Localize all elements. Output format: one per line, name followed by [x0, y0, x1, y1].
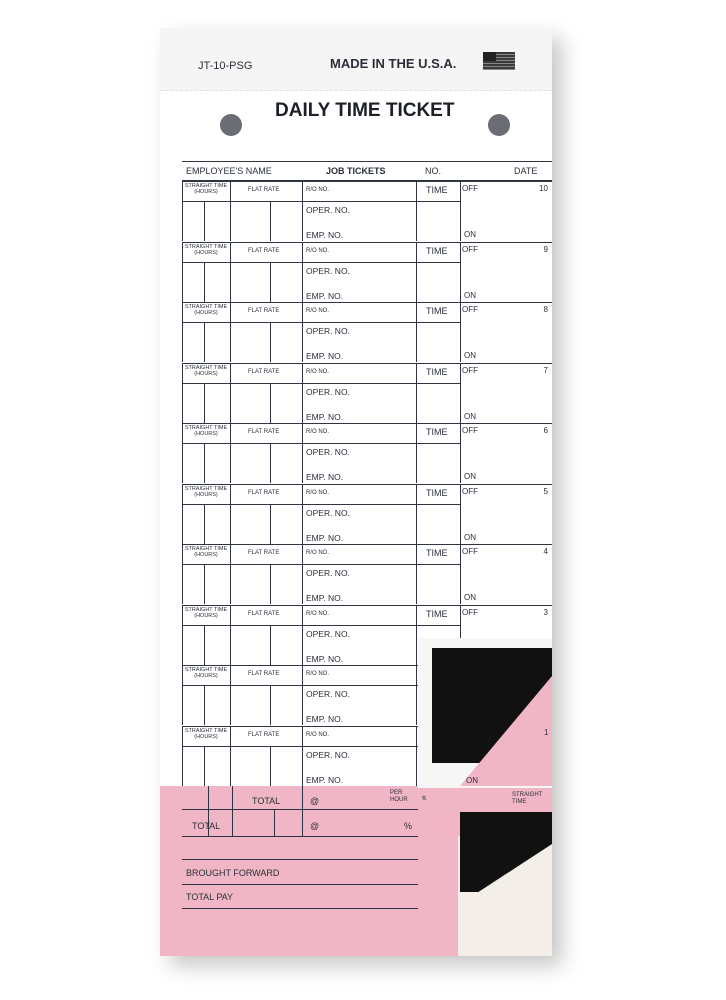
row-col-b [230, 242, 231, 302]
row-col-a [204, 443, 205, 483]
footer-col-4 [302, 786, 303, 836]
job-ticket-row [160, 242, 552, 302]
row-col-a [204, 625, 205, 665]
time-label: TIME [426, 608, 448, 619]
row-col-b [230, 665, 231, 725]
time-label: TIME [426, 487, 448, 498]
row-col-d [302, 363, 303, 423]
row-col-d [302, 181, 303, 241]
ro-no-label: R/O NO. [306, 247, 330, 254]
row-col-b [230, 181, 231, 241]
ro-no-label: R/O NO. [306, 550, 330, 556]
emp-no-label: EMP. NO. [306, 230, 344, 240]
straight-time-label: STRAIGHT TIME (HOURS) [184, 606, 228, 619]
emp-no-label: EMP. NO. [306, 532, 344, 543]
on-label: ON [464, 593, 476, 602]
job-ticket-row [160, 544, 552, 604]
daily-time-ticket [160, 28, 552, 956]
row-col-c [270, 322, 271, 362]
row-top-rule [182, 544, 552, 545]
straight-time-label: STRAIGHT TIME (HOURS) [184, 727, 228, 740]
off-label: OFF [462, 426, 478, 435]
row-col-b [230, 363, 231, 423]
row-col-f [460, 544, 461, 604]
time-label: TIME [426, 427, 448, 437]
punch-hole-right [488, 114, 510, 136]
footer-at-2: @ [310, 821, 320, 831]
ro-no-label: R/O NO. [306, 731, 330, 738]
oper-no-label: OPER. NO. [306, 749, 350, 760]
ro-no-label: R/O NO. [306, 610, 330, 617]
row-number: 3 [543, 607, 548, 617]
time-label: TIME [426, 366, 448, 377]
row-col-c [270, 262, 271, 302]
footer-col-3 [274, 809, 275, 836]
form-title: DAILY TIME TICKET [275, 100, 455, 121]
emp-no-label: EMP. NO. [306, 593, 344, 603]
row-top-rule [182, 242, 552, 243]
off-label: OFF [462, 486, 478, 496]
row-col-b [230, 423, 231, 483]
row-col-d [302, 423, 303, 483]
row-col-f [460, 484, 461, 544]
footer-total-2: TOTAL [192, 821, 221, 831]
row-number: 4 [543, 547, 548, 556]
total-pay-label: TOTAL PAY [186, 892, 234, 902]
made-in-usa: MADE IN THE U.S.A. [330, 56, 457, 71]
oper-no-label: OPER. NO. [306, 386, 350, 397]
oper-no-label: OPER. NO. [306, 628, 350, 639]
on-label: ON [464, 230, 476, 239]
row-mid-rule [182, 564, 460, 565]
row-col-e [416, 605, 417, 665]
row-col-a [204, 201, 205, 241]
row-number: 7 [543, 365, 548, 375]
no-label: NO. [425, 166, 442, 176]
footer-rule-4 [182, 884, 422, 885]
row-col-c [270, 625, 271, 665]
row-top-rule [182, 302, 552, 303]
off-label: OFF [462, 244, 478, 254]
off-label: OFF [462, 547, 478, 556]
row-col-c [270, 564, 271, 604]
straight-time-label: STRAIGHT TIME (HOURS) [184, 243, 228, 256]
row-col-a [204, 322, 205, 362]
row-mid-rule [182, 504, 460, 505]
straight-time-label: STRAIGHT TIME (HOURS) [184, 425, 228, 437]
date-label: DATE [514, 166, 538, 176]
row-col-e [416, 242, 417, 302]
row-col-e [416, 423, 417, 483]
oper-no-label: OPER. NO. [306, 205, 350, 215]
oper-no-label: OPER. NO. [306, 507, 350, 518]
on-label: ON [464, 532, 476, 542]
emp-no-label: EMP. NO. [306, 411, 344, 422]
row-col-b [230, 302, 231, 362]
straight-time-label: STRAIGHT TIME (HOURS) [184, 485, 228, 498]
row-col-e [416, 302, 417, 362]
emp-no-label: EMP. NO. [306, 290, 344, 301]
flat-rate-label: FLAT RATE [248, 610, 280, 617]
row-col-a [204, 504, 205, 544]
footer-percent: % [404, 821, 413, 831]
footer-col-2 [232, 786, 233, 836]
row-col-b [230, 726, 231, 786]
oper-no-label: OPER. NO. [306, 447, 350, 457]
row-col-e [416, 665, 417, 725]
footer-rule-5 [182, 908, 422, 909]
row-top-rule [182, 484, 552, 485]
flat-rate-label: FLAT RATE [248, 671, 280, 677]
ro-no-label: R/O NO. [306, 489, 330, 496]
footer-rule-2 [182, 836, 422, 837]
row-mid-rule [182, 685, 418, 686]
ro-no-label: R/O NO. [306, 187, 330, 193]
emp-no-label: EMP. NO. [306, 653, 344, 664]
off-label: OFF [462, 305, 478, 314]
time-label: TIME [426, 245, 448, 256]
row-number: 10 [539, 184, 548, 193]
flat-rate-label: FLAT RATE [248, 731, 280, 738]
row-number: 9 [543, 244, 548, 254]
ro-no-label: R/O NO. [306, 671, 330, 677]
row-col-d [302, 302, 303, 362]
row-mid-rule [182, 443, 460, 444]
row-col-c [270, 383, 271, 423]
row-col-b [230, 544, 231, 604]
footer-rule-3 [182, 859, 422, 860]
footer-total-1: TOTAL [252, 796, 281, 806]
on-label-bottom: ON [466, 776, 478, 785]
row-col-f [460, 181, 461, 241]
straight-time-label-corner: STRAIGHT TIME [512, 792, 543, 805]
row-col-b [230, 605, 231, 665]
on-label: ON [464, 472, 476, 481]
ro-no-label: R/O NO. [306, 308, 330, 314]
job-ticket-row [160, 423, 552, 483]
row-col-e [416, 544, 417, 604]
row-col-e [416, 363, 417, 423]
row-col-f [460, 302, 461, 362]
row-col-d [302, 605, 303, 665]
form-code: JT-10-PSG [198, 60, 253, 72]
row-col-f [460, 242, 461, 302]
oper-no-label: OPER. NO. [306, 568, 350, 578]
row-col-f [460, 363, 461, 423]
footer-at-1: @ [310, 796, 320, 806]
emp-no-label: EMP. NO. [306, 714, 344, 724]
row-col-f [460, 423, 461, 483]
brought-forward-label: BROUGHT FORWARD [186, 868, 280, 878]
row-mid-rule [182, 625, 460, 626]
row-mid-rule [182, 383, 460, 384]
row-col-c [270, 504, 271, 544]
row-col-c [270, 201, 271, 241]
row-col-d [302, 665, 303, 725]
row-col-a [204, 262, 205, 302]
oper-no-label: OPER. NO. [306, 689, 350, 699]
footer-per-hour: PER HOUR [390, 790, 408, 803]
row-col-a [204, 746, 205, 786]
emp-no-label: EMP. NO. [306, 472, 344, 482]
time-label: TIME [426, 548, 448, 558]
off-label: OFF [462, 365, 478, 375]
header-top-rule [182, 161, 552, 162]
row-number: 6 [543, 426, 548, 435]
flat-rate-label: FLAT RATE [248, 368, 280, 375]
row-mid-rule [182, 262, 460, 263]
row-top-rule [182, 605, 552, 606]
straight-time-label: STRAIGHT TIME (HOURS) [184, 667, 228, 679]
emp-no-label: EMP. NO. [306, 351, 344, 361]
row-col-e [416, 181, 417, 241]
row-top-rule [182, 363, 552, 364]
row-col-d [302, 544, 303, 604]
emp-no-label: EMP. NO. [306, 774, 344, 785]
oper-no-label: OPER. NO. [306, 265, 350, 276]
row-number: 8 [543, 305, 548, 314]
punch-hole-left [220, 114, 242, 136]
row-col-a [204, 383, 205, 423]
row-col-a [204, 564, 205, 604]
off-label: OFF [462, 184, 478, 193]
straight-time-label: STRAIGHT TIME (HOURS) [184, 364, 228, 377]
ro-no-label: R/O NO. [306, 429, 330, 435]
straight-time-label: STRAIGHT TIME (HOURS) [184, 546, 228, 558]
row-col-d [302, 242, 303, 302]
on-label: ON [464, 351, 476, 360]
row-number-bottom: 1 [544, 728, 549, 737]
job-ticket-row [160, 302, 552, 362]
us-flag-icon [483, 52, 515, 70]
flat-rate-label: FLAT RATE [248, 308, 280, 314]
row-number: 5 [543, 486, 548, 496]
flat-rate-label: FLAT RATE [248, 550, 280, 556]
row-col-a [204, 685, 205, 725]
row-top-rule [182, 181, 552, 182]
job-ticket-row [160, 484, 552, 544]
flat-rate-label: FLAT RATE [248, 429, 280, 435]
employee-name-label: EMPLOYEE'S NAME [186, 166, 272, 176]
row-col-c [270, 443, 271, 483]
row-mid-rule [182, 322, 460, 323]
row-col-d [302, 726, 303, 786]
straight-time-label: STRAIGHT TIME (HOURS) [184, 183, 228, 195]
job-tickets-label: JOB TICKETS [326, 166, 386, 176]
ro-no-label: R/O NO. [306, 368, 330, 375]
row-col-c [270, 685, 271, 725]
on-label: ON [464, 411, 476, 421]
row-col-d [302, 484, 303, 544]
oper-no-label: OPER. NO. [306, 326, 350, 336]
time-label: TIME [426, 185, 448, 195]
row-col-b [230, 484, 231, 544]
off-label: OFF [462, 607, 478, 617]
row-top-rule [182, 423, 552, 424]
flat-rate-label: FLAT RATE [248, 187, 280, 193]
job-ticket-row [160, 363, 552, 423]
time-label: TIME [426, 306, 448, 316]
flat-rate-label: FLAT RATE [248, 247, 280, 254]
row-col-c [270, 746, 271, 786]
row-mid-rule [182, 201, 460, 202]
straight-time-label: STRAIGHT TIME (HOURS) [184, 304, 228, 316]
flat-rate-label: FLAT RATE [248, 489, 280, 496]
job-ticket-row [160, 181, 552, 241]
row-col-e [416, 726, 417, 786]
row-mid-rule [182, 746, 418, 747]
row-col-e [416, 484, 417, 544]
on-label: ON [464, 290, 476, 300]
